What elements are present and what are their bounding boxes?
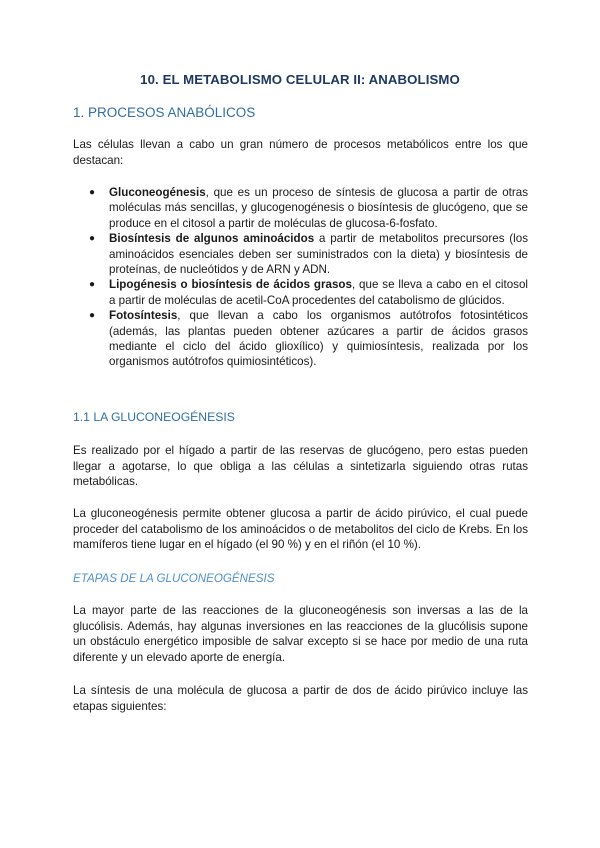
- processes-list: [73, 185, 528, 370]
- bullet-icon: ●: [89, 310, 96, 322]
- subheading-etapas: ETAPAS DE LA GLUCONEOGÉNESIS: [73, 572, 275, 585]
- list-item-term: Lipogénesis o biosíntesis de ácidos grasos: [109, 278, 352, 292]
- list-item: [73, 308, 528, 370]
- list-item-term: Gluconeogénesis: [109, 186, 206, 199]
- etapas-paragraph-1: La mayor parte de las reacciones de la gluconeogénesis son inversas a las de la glucólisis. Además, hay algunas inversiones en las reacciones de la glucólisis supone un obstáculo energético imposible de salvar excepto si se hace por medio de una ruta diferente y un elevado aporte de energía.: [73, 604, 528, 664]
- bullet-icon: ●: [89, 233, 96, 245]
- list-item: [73, 277, 528, 308]
- list-item-text: a partir de metabolitos precursores (los aminoácidos esenciales deben ser suministrados con la dieta) y biosíntesis de proteínas, de nucleótidos y de ARN y ADN.: [109, 232, 528, 277]
- etapas-paragraph-2: La síntesis de una molécula de glucosa a partir de dos de ácido pirúvico incluye las etapas siguientes:: [73, 684, 528, 713]
- list-item-text: , que llevan a cabo los organismos autótrofos fotosintéticos (además, las plantas pueden obtener azúcares a partir de ácidos grasos mediante el ciclo del ácido glioxílico) y quimiosíntesis, realizada por los organismos autótrofos quimiosintéticos).: [109, 309, 528, 369]
- section-heading-procesos-anabolicos: 1. PROCESOS ANABÓLICOS: [73, 105, 256, 120]
- document-title: 10. EL METABOLISMO CELULAR II: ANABOLISMO: [140, 72, 460, 87]
- list-item: [73, 231, 528, 277]
- list-item-text: , que se lleva a cabo en el citosol a partir de moléculas de acetil-CoA procedentes del catabolismo de glúcidos.: [109, 278, 528, 307]
- bullet-icon: ●: [89, 187, 96, 198]
- section-heading-gluconeogenesis: 1.1 LA GLUCONEOGÉNESIS: [73, 410, 235, 424]
- list-item-term: Fotosíntesis: [109, 309, 178, 323]
- list-item: [73, 185, 528, 231]
- intro-paragraph: Las células llevan a cabo un gran número de procesos metabólicos entre los que destacan:: [73, 138, 528, 167]
- gluconeogenesis-paragraph-2: La gluconeogénesis permite obtener glucosa a partir de ácido pirúvico, el cual puede proceder del catabolismo de los aminoácidos o de metabolitos del ciclo de Krebs. En los mamíferos tiene lugar en el hígado (el 90 %) y en el riñón (el 10 %).: [73, 507, 528, 552]
- bullet-icon: ●: [89, 279, 96, 291]
- gluconeogenesis-paragraph-1: Es realizado por el hígado a partir de las reservas de glucógeno, pero estas pueden llegar a agotarse, lo que obliga a las células a sintetizarla siguiendo otras rutas metabólicas.: [73, 444, 528, 489]
- list-item-text: , que es un proceso de síntesis de glucosa a partir de otras moléculas más sencillas, y glucogenogénesis o biosíntesis de glucógeno, que se produce en el citosol a partir de moléculas de glucosa-6-fosfato.: [109, 186, 528, 230]
- list-item-term: Biosíntesis de algunos aminoácidos: [109, 232, 315, 246]
